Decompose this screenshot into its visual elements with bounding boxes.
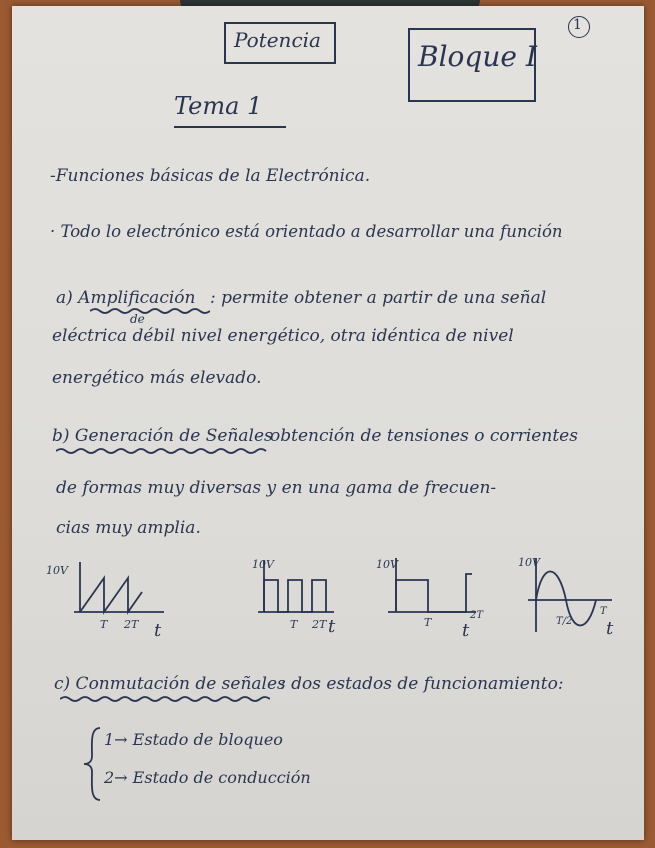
page-number: 1	[573, 17, 582, 33]
waveform-square	[238, 554, 350, 638]
sine-y-label: 10V	[518, 556, 540, 569]
square-x-label: t	[328, 616, 336, 637]
item-b-line-1: obtención de tensiones o corrientes	[270, 426, 578, 446]
sawtooth-tick-t: T	[100, 618, 108, 631]
pulse-x-label: t	[462, 620, 470, 638]
waveform-sine	[508, 552, 620, 638]
pulse-tick-2t: 2T	[470, 610, 484, 621]
item-b-label: b) Generación de Señales	[52, 426, 273, 446]
notebook-page	[12, 6, 644, 840]
item-a-line-2: eléctrica débil nivel energético, otra idéntica de nivel	[52, 326, 514, 346]
block-title: Bloque I	[418, 40, 537, 73]
waveform-pulse	[366, 552, 490, 638]
state-blocking: 1→ Estado de bloqueo	[104, 730, 283, 749]
states-brace	[82, 726, 104, 802]
pulse-y-label: 10V	[376, 558, 398, 571]
sine-tick-t: T	[600, 606, 607, 617]
topic-underline	[174, 126, 286, 128]
item-c-line-1: : dos estados de funcionamiento:	[280, 674, 564, 694]
sine-x-label: t	[606, 618, 614, 638]
section-title: -Funciones básicas de la Electrónica.	[50, 166, 371, 186]
topic-title: Tema 1	[174, 92, 263, 120]
item-a-wavy-underline	[90, 307, 210, 315]
pulse-tick-t: T	[424, 616, 432, 629]
sine-tick-half: T/2	[556, 616, 573, 627]
item-c-label: c) Conmutación de señales	[54, 674, 286, 694]
item-b-line-3: cias muy amplia.	[56, 518, 201, 538]
item-a-line-1: : permite obtener a partir de una señal	[210, 288, 547, 308]
square-tick-t: T	[290, 618, 298, 631]
item-a-line-3: energético más elevado.	[52, 368, 262, 388]
sawtooth-x-label: t	[154, 620, 162, 640]
subject-title: Potencia	[234, 28, 321, 52]
item-b-wavy-underline	[56, 447, 271, 455]
intro-text: · Todo lo electrónico está orientado a desarrollar una función	[50, 222, 563, 241]
sawtooth-tick-2t: 2T	[124, 618, 139, 631]
item-a-label: a) Amplificación	[56, 288, 196, 308]
item-a-insertion: de	[130, 312, 145, 326]
square-tick-2t: 2T	[312, 618, 327, 631]
state-conduction: 2→ Estado de conducción	[104, 768, 311, 787]
item-c-wavy-underline	[60, 695, 270, 703]
waveform-sawtooth	[44, 556, 174, 640]
sawtooth-y-label: 10V	[46, 564, 68, 577]
square-y-label: 10V	[252, 558, 274, 571]
item-b-line-2: de formas muy diversas y en una gama de frecuen-	[56, 478, 497, 498]
